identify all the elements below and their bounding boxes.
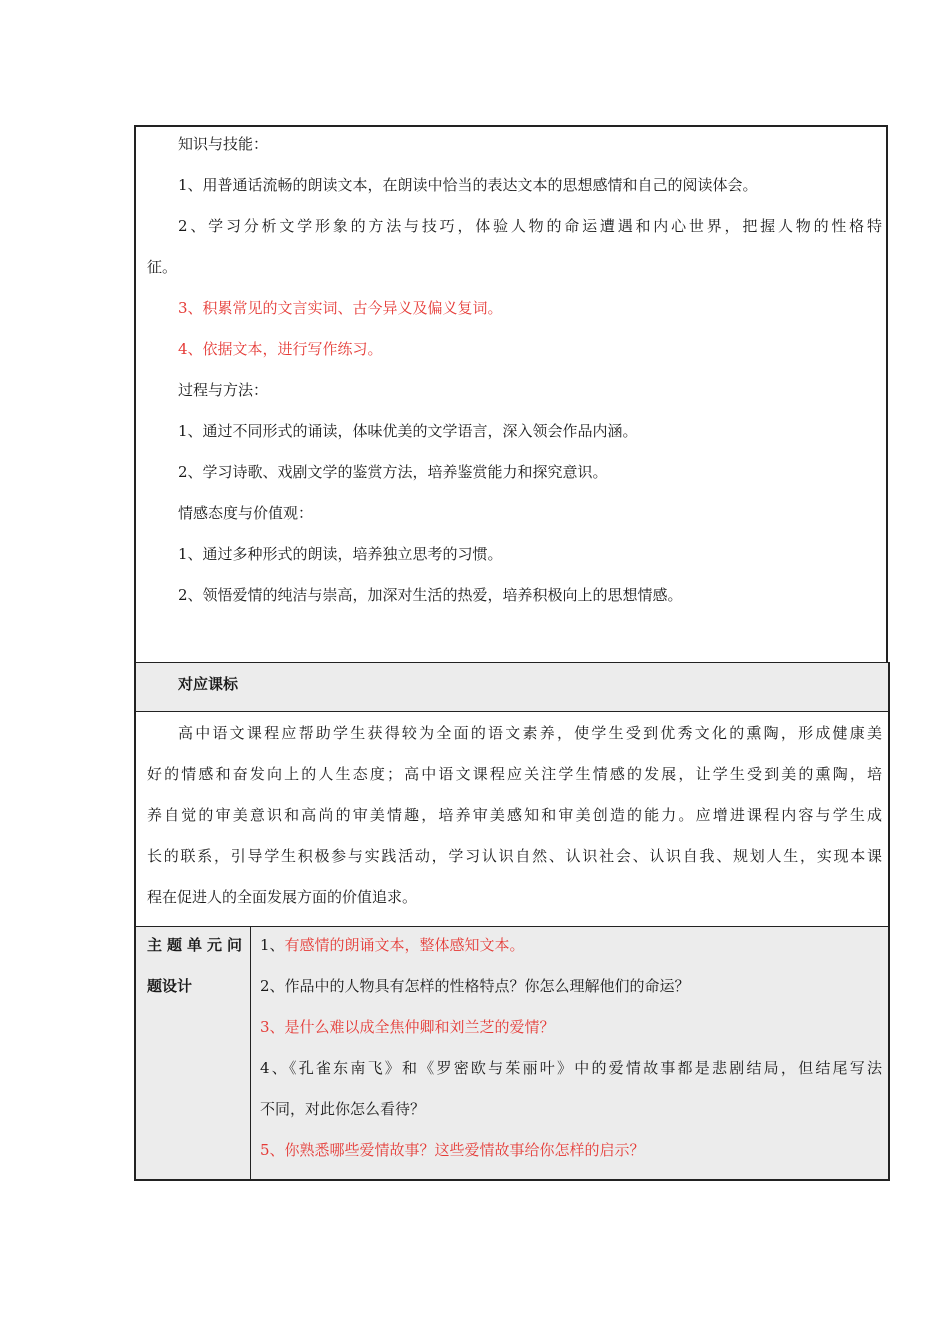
emotion-item-1: 1、通过多种形式的朗读，培养独立思考的习惯。: [178, 545, 503, 563]
knowledge-item-4: 4、依据文本，进行写作练习。: [178, 340, 383, 358]
question-4-line1: 4、《孔雀东南飞》和《罗密欧与茱丽叶》中的爱情故事都是悲剧结局，但结尾写法: [260, 1059, 882, 1077]
unit-label-line2: 题设计: [147, 977, 193, 995]
question-1-number: 1、: [260, 936, 285, 954]
standards-line-2: 好的情感和奋发向上的人生态度；高中语文课程应关注学生情感的发展，让学生受到美的熏陶，培: [147, 765, 882, 783]
standards-title: 对应课标: [178, 675, 239, 693]
standards-line-5: 程在促进人的全面发展方面的价值追求。: [147, 888, 418, 906]
knowledge-item-3: 3、积累常见的文言实词、古今异义及偏义复词。: [178, 299, 503, 317]
knowledge-item-2-line2: 征。: [147, 258, 178, 276]
knowledge-item-2-line1: 2、学习分析文学形象的方法与技巧，体验人物的命运遭遇和内心世界，把握人物的性格特: [178, 217, 882, 235]
question-1-text: 有感情的朗诵文本，整体感知文本。: [284, 936, 525, 954]
process-item-2: 2、学习诗歌、戏剧文学的鉴赏方法，培养鉴赏能力和探究意识。: [178, 463, 608, 481]
question-4-line2: 不同，对此你怎么看待？: [260, 1100, 426, 1118]
column-divider: [250, 927, 251, 1179]
standards-line-3: 养自觉的审美意识和高尚的审美情趣，培养审美感知和审美创造的能力。应增进课程内容与学生成: [147, 806, 882, 824]
process-item-1: 1、通过不同形式的诵读，体味优美的文学语言，深入领会作品内涵。: [178, 422, 638, 440]
objectives-cell: [134, 125, 888, 662]
standards-line-1: 高中语文课程应帮助学生获得较为全面的语文素养，使学生受到优秀文化的熏陶，形成健康美: [178, 724, 882, 742]
emotion-item-2: 2、领悟爱情的纯洁与崇高，加深对生活的热爱，培养积极向上的思想情感。: [178, 586, 683, 604]
unit-questions-row: [134, 926, 890, 1181]
unit-label-line1: 主题单元问: [147, 936, 242, 954]
question-1: [260, 935, 525, 955]
process-heading: 过程与方法：: [178, 381, 269, 399]
question-3: 3、是什么难以成全焦仲卿和刘兰芝的爱情？: [260, 1018, 555, 1036]
standards-title-cell: [134, 662, 890, 711]
standards-line-4: 长的联系，引导学生积极参与实践活动，学习认识自然、认识社会、认识自我、规划人生，实现本课: [147, 847, 882, 865]
emotion-heading: 情感态度与价值观：: [178, 504, 314, 522]
question-2: 2、作品中的人物具有怎样的性格特点？你怎么理解他们的命运？: [260, 977, 690, 995]
knowledge-item-1: 1、用普通话流畅的朗读文本，在朗读中恰当的表达文本的思想感情和自己的阅读体会。: [178, 176, 758, 194]
knowledge-heading: 知识与技能：: [178, 135, 269, 153]
question-5: 5、你熟悉哪些爱情故事？这些爱情故事给你怎样的启示？: [260, 1141, 645, 1159]
standards-body-cell: [134, 711, 890, 926]
